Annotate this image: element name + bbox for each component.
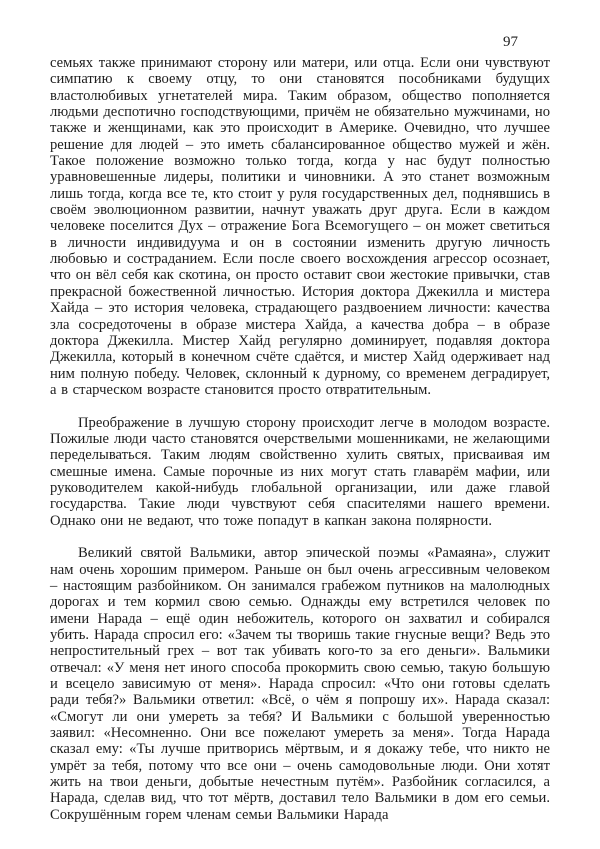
page-text-body bbox=[50, 55, 550, 823]
paragraph-3: Великий святой Вальмики, автор эпической поэмы «Рамаяна», служит нам очень хорошим примером. Раньше он был очень агрессивным человеком – настоящим разбойником. Он занимался грабежом путников на малолюдных дорогах и тем кормил свою семью. Однажды ему встретился человек по имени Нарада – ещё один небожитель, которого он захватил и собирался убить. Нарада спросил его: «Зачем ты творишь такие гнусные вещи? Ведь это непростительный грех – вот так убивать кого-то за его деньги». Вальмики отвечал: «У меня нет иного способа прокормить свою семью, такую большую и всецело зависимую от меня». Нарада спросил: «Что они готовы сделать ради тебя?» Вальмики ответил: «Всё, о чём я попрошу их». Нарада сказал: «Смогут ли они умереть за тебя? И Вальмики с большой уверенностью заявил: «Несомненно. Они все пожелают умереть за меня». Тогда Нарада сказал ему: «Ты лучше притворись мёртвым, и я докажу тебе, что никто не умрёт за тебя, потому что все они – очень самодовольные люди. Они хотят жить на твои деньги, добытые нечестным путём». Разбойник согласился, а Нарада, сделав вид, что тот мёртв, доставил тело Вальмики в дом его семьи. Сокрушённым горем членам семьи Вальмики Нарада bbox=[50, 545, 550, 823]
paragraph-2: Преображение в лучшую сторону происходит легче в молодом возрасте. Пожилые люди часто становятся очерствелыми мошенниками, не желающими переделываться. Таким людям свойственно хулить святых, присваивая им смешные имена. Самые порочные из них могут стать главарём мафии, или руководителем какой-нибудь глобальной организации, или даже главой государства. Такие люди чувствуют себя спасителями нашего времени. Однако они не ведают, что тоже попадут в капкан закона полярности. bbox=[50, 414, 550, 529]
paragraph-1: семьях также принимают сторону или матери, или отца. Если они чувствуют симпатию к своему отцу, то они становятся пособниками будущих властолюбивых угнетателей мира. Таким образом, общество пополняется людьми деспотично господствующими, причём не обязательно мужчинами, но также и женщинами, как это происходит в Америке. Очевидно, что лучшее решение для людей – это иметь сбалансированное общество мужей и жён. Такое положение возможно только тогда, когда у нас будут полностью уравновешенные лидеры, политики и чиновники. А это станет возможным лишь тогда, когда все те, кто стоит у руля государственных дел, поднявшись в своём эволюционном развитии, начнут уважать друг друга. Если в каждом человеке поселится Дух – отражение Бога Всемогущего – он может светиться в личности индивидуума и он в состоянии изменить другую личность любовью и состраданием. Если после своего восхождения агрессор осознает, что он вёл себя как скотина, он просто оставит свои жестокие привычки, став прекрасной божественной личностью. История доктора Джекилла и мистера Хайда – это история человека, страдающего раздвоением личности: качества зла сосредоточены в образе мистера Хайда, а качества добра – в образе доктора Джекилла. Мистер Хайд регулярно доминирует, подавляя доктора Джекилла, который в конечном счёте сдаётся, и мистер Хайд одерживает над ним полную победу. Человек, склонный к дурному, со временем деградирует, а в старческом возрасте становится просто отвратительным. bbox=[50, 55, 550, 398]
page-number: 97 bbox=[503, 34, 518, 50]
